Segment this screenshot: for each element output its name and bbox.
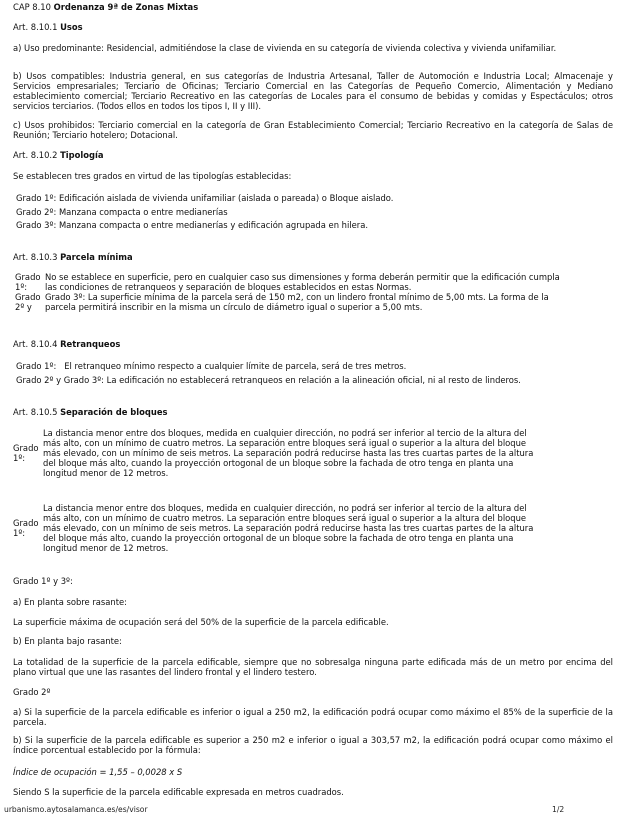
grado-2-a: a) Si la superficie de la parcela edificable es inferior o igual a 250 m2, la edificación podrá ocupar como máximo el 85% de la superficie de la parcela. (13, 707, 613, 727)
grado-2-b: b) Si la superficie de la parcela edificable es superior a 250 m2 e inferior o igual a 303,57 m2, la edificación podrá ocupar como máximo el índice porcentual establecido por la fórmula: (13, 735, 613, 755)
separacion-block (13, 503, 538, 553)
parcela-row-label: Grado 1º: (15, 272, 41, 292)
sobre-rasante-heading: a) En planta sobre rasante: (13, 597, 127, 607)
grado-1-3-heading: Grado 1º y 3º: (13, 576, 73, 586)
separacion-label: Grado 1º: (13, 518, 39, 538)
parcela-heading: Art. 8.10.3 Parcela mínima (13, 252, 133, 262)
separacion-text: La distancia menor entre dos bloques, medida en cualquier dirección, no podrá ser inferior al tercio de la altura del más alto, con un mínimo de cuatro metros. La separación entre bloques será igual o superior a la altura del bloque más elevado, con un mínimo de seis metros. La separación podrá reducirse hasta las tres cuartas partes de la altura del bloque más alto, cuando la proyección ortogonal de un bloque sobre la fachada de otro tenga en planta una longitud menor de 12 metros. (43, 428, 534, 478)
tipologia-intro: Se establecen tres grados en virtud de las tipologías establecidas: (13, 171, 292, 181)
usos-prohibidos: c) Usos prohibidos: Terciario comercial en la categoría de Gran Establecimiento Comercial; Terciario Recreativo en la categoría de Salas de Reunión; Terciario hotelero; Dotacional. (13, 120, 613, 140)
separacion-label: Grado 1º: (13, 443, 39, 463)
parcela-row-text: Grado 3º: La superficie mínima de la parcela será de 150 m2, con un lindero frontal mínimo de 5,00 mts. La forma de la parcela permitirá inscribir en la misma un círculo de diámetro igual o superior a 5,00 mts. (45, 292, 549, 312)
parcela-table (15, 272, 560, 312)
chapter-heading (13, 2, 198, 12)
footer-page-number: 1/2 (552, 805, 565, 814)
grado-2-heading: Grado 2º (13, 687, 51, 697)
retranqueos-heading: Art. 8.10.4 Retranqueos (13, 339, 121, 349)
chapter-number: CAP 8.10 (13, 2, 51, 12)
tipologia-grado-3: Grado 3º: Manzana compacta o entre medianerías y edificación agrupada en hilera. (16, 220, 369, 230)
parcela-row-text: No se establece en superficie, pero en cualquier caso sus dimensiones y forma deberán permitir que la edificación cumpla las condiciones de retranqueos y separación de bloques establecidos en estas Normas. (45, 272, 560, 292)
usos-heading: Art. 8.10.1 Usos (13, 22, 83, 32)
retranqueos-grado-2-3: Grado 2º y Grado 3º: La edificación no establecerá retranqueos en relación a la alineación oficial, ni al resto de linderos. (16, 375, 521, 385)
separacion-block (13, 428, 538, 478)
uso-predominante: a) Uso predominante: Residencial, admitiéndose la clase de vivienda en su categoría de vivienda colectiva y vivienda unifamiliar. (13, 43, 557, 53)
bajo-rasante-text: La totalidad de la superficie de la parcela edificable, siempre que no sobresalga ninguna parte edificada más de un metro por encima del plano virtual que une las rasantes del lindero frontal y el lindero testero. (13, 657, 613, 677)
retranqueos-grado-1: Grado 1º: El retranqueo mínimo respecto a cualquier límite de parcela, será de tres metros. (16, 361, 407, 371)
parcela-row (15, 272, 560, 292)
tipologia-grado-1: Grado 1º: Edificación aislada de vivienda unifamiliar (aislada o pareada) o Bloque aislado. (16, 193, 394, 203)
chapter-title: Ordenanza 9ª de Zonas Mixtas (53, 2, 199, 12)
formula: Índice de ocupación = 1,55 – 0,0028 x S (13, 767, 183, 777)
parcela-row (15, 292, 560, 312)
separacion-heading: Art. 8.10.5 Separación de bloques (13, 407, 168, 417)
siendo-text: Siendo S la superficie de la parcela edificable expresada en metros cuadrados. (13, 787, 344, 797)
parcela-row-label: Grado 2º y (15, 292, 41, 312)
separacion-text: La distancia menor entre dos bloques, medida en cualquier dirección, no podrá ser inferior al tercio de la altura del más alto, con un mínimo de cuatro metros. La separación entre bloques será igual o superior a la altura del bloque más elevado, con un mínimo de seis metros. La separación podrá reducirse hasta las tres cuartas partes de la altura del bloque más alto, cuando la proyección ortogonal de un bloque sobre la fachada de otro tenga en planta una longitud menor de 12 metros. (43, 503, 534, 553)
bajo-rasante-heading: b) En planta bajo rasante: (13, 636, 122, 646)
usos-compatibles: b) Usos compatibles: Industria general, en sus categorías de Industria Artesanal, Taller de Automoción e Industria Local; Almacenaje y Servicios empresariales; Terciario de Oficinas; Terciario Comercial en las Categorías de Pequeño Comercio, Alimentación y Mediano establecimiento comercial; Terciario Recreativo en las categorías de Locales para el consumo de bebidas y comidas y Espectáculos; otros servicios terciarios. (Todos ellos en todos los tipos I, II y III). (13, 71, 613, 111)
footer-url: urbanismo.aytosalamanca.es/es/visor (4, 805, 148, 814)
tipologia-grado-2: Grado 2º: Manzana compacta o entre medianerías (16, 207, 228, 217)
sobre-rasante-text: La superficie máxima de ocupación será del 50% de la superficie de la parcela edificable. (13, 617, 389, 627)
tipologia-heading: Art. 8.10.2 Tipología (13, 150, 104, 160)
